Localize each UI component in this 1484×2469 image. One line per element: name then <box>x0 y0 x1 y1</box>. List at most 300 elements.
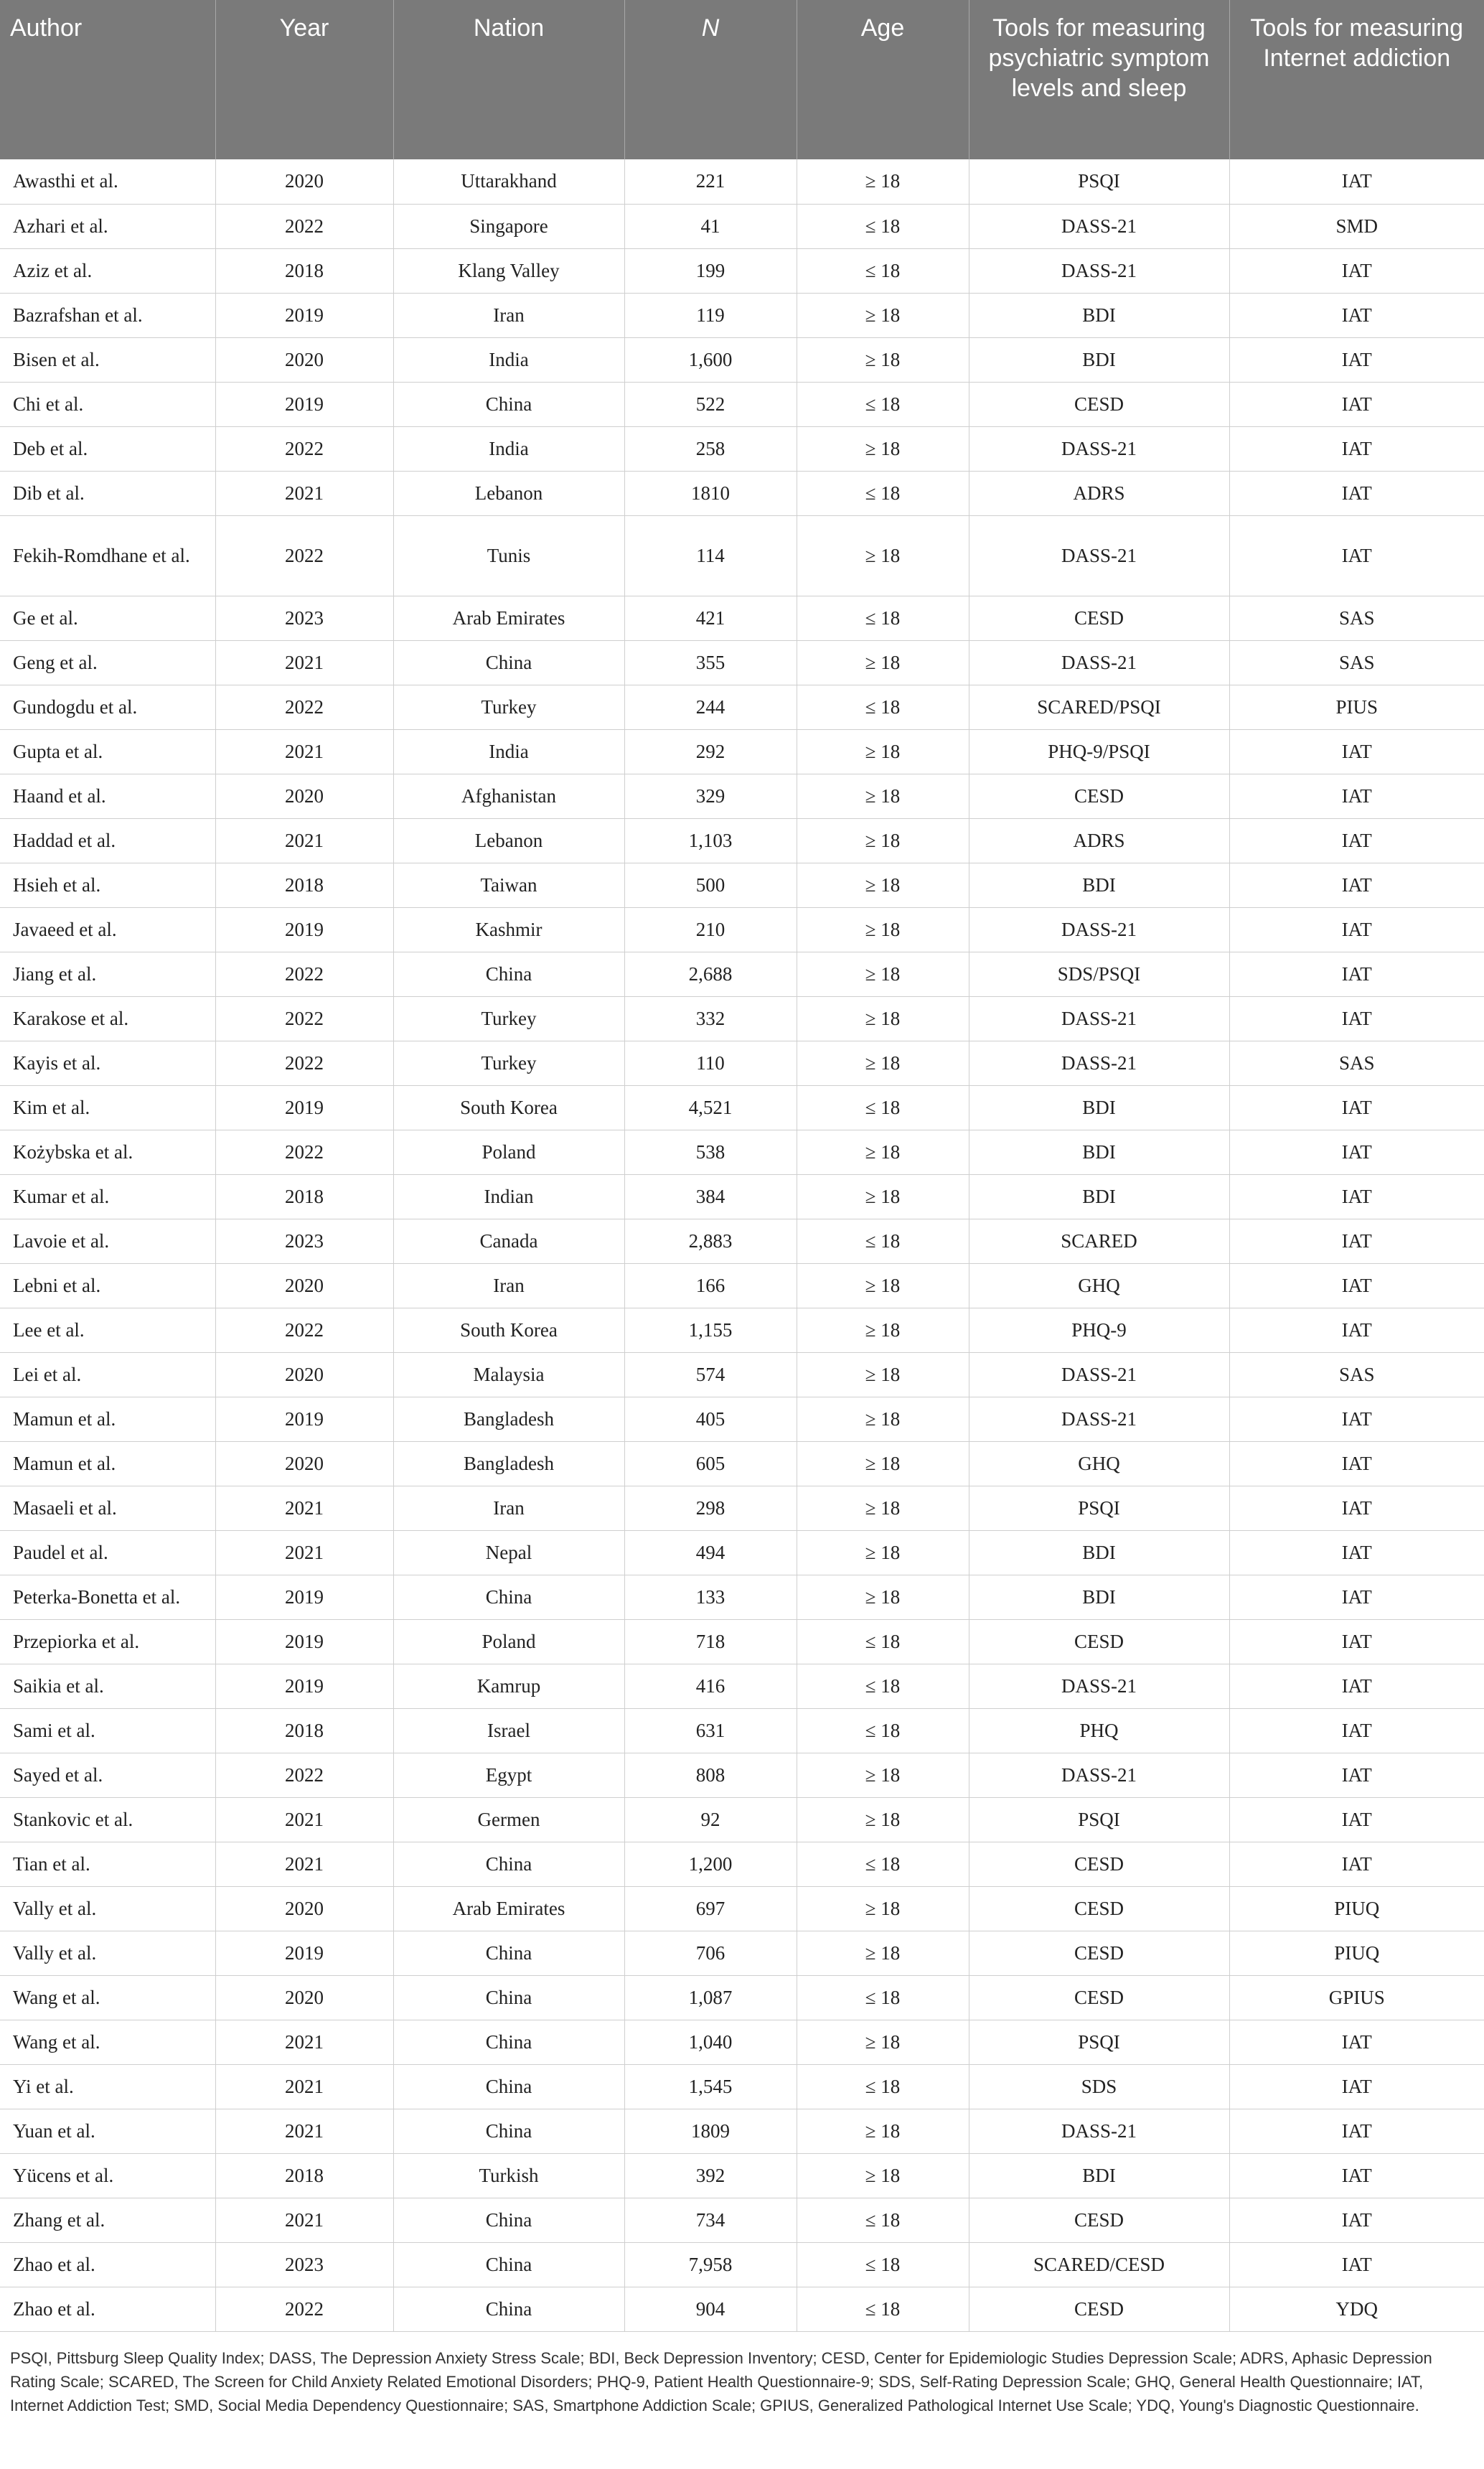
table-row <box>0 1975 1484 2020</box>
cell-psychiatric-tool: BDI <box>969 1085 1229 1130</box>
cell-n: 7,958 <box>624 2242 797 2287</box>
cell-nation: Uttarakhand <box>393 159 624 204</box>
cell-author: Vally et al. <box>0 1931 215 1975</box>
cell-nation: Turkish <box>393 2153 624 2198</box>
cell-nation: China <box>393 2064 624 2109</box>
cell-nation: Afghanistan <box>393 774 624 818</box>
cell-age: ≤ 18 <box>797 1219 969 1263</box>
table-row <box>0 1753 1484 1797</box>
cell-internet-addiction-tool: IAT <box>1229 729 1484 774</box>
cell-nation: Malaysia <box>393 1352 624 1397</box>
cell-year: 2023 <box>215 2242 393 2287</box>
table-row <box>0 1397 1484 1441</box>
cell-internet-addiction-tool: PIUQ <box>1229 1886 1484 1931</box>
cell-nation: Taiwan <box>393 863 624 907</box>
cell-age: ≤ 18 <box>797 1708 969 1753</box>
cell-age: ≥ 18 <box>797 293 969 337</box>
cell-psychiatric-tool: BDI <box>969 1575 1229 1619</box>
cell-internet-addiction-tool: IAT <box>1229 2109 1484 2153</box>
cell-age: ≥ 18 <box>797 2153 969 2198</box>
cell-internet-addiction-tool: YDQ <box>1229 2287 1484 2331</box>
cell-nation: Bangladesh <box>393 1397 624 1441</box>
cell-n: 292 <box>624 729 797 774</box>
cell-year: 2020 <box>215 159 393 204</box>
cell-author: Peterka-Bonetta et al. <box>0 1575 215 1619</box>
cell-psychiatric-tool: SDS <box>969 2064 1229 2109</box>
cell-nation: Turkey <box>393 685 624 729</box>
cell-year: 2020 <box>215 337 393 382</box>
cell-nation: Egypt <box>393 1753 624 1797</box>
cell-internet-addiction-tool: IAT <box>1229 1575 1484 1619</box>
cell-psychiatric-tool: DASS-21 <box>969 1664 1229 1708</box>
cell-n: 494 <box>624 1530 797 1575</box>
cell-nation: Indian <box>393 1174 624 1219</box>
cell-n: 221 <box>624 159 797 204</box>
table-row <box>0 640 1484 685</box>
cell-year: 2018 <box>215 248 393 293</box>
cell-age: ≥ 18 <box>797 1486 969 1530</box>
cell-n: 706 <box>624 1931 797 1975</box>
cell-nation: China <box>393 952 624 996</box>
cell-author: Kożybska et al. <box>0 1130 215 1174</box>
cell-internet-addiction-tool: IAT <box>1229 2153 1484 2198</box>
cell-n: 904 <box>624 2287 797 2331</box>
cell-psychiatric-tool: PSQI <box>969 1797 1229 1842</box>
cell-n: 41 <box>624 204 797 248</box>
cell-author: Lei et al. <box>0 1352 215 1397</box>
cell-year: 2019 <box>215 1619 393 1664</box>
table-row <box>0 1308 1484 1352</box>
cell-n: 808 <box>624 1753 797 1797</box>
cell-year: 2019 <box>215 1397 393 1441</box>
cell-n: 110 <box>624 1041 797 1085</box>
cell-psychiatric-tool: PHQ <box>969 1708 1229 1753</box>
cell-nation: India <box>393 426 624 471</box>
cell-internet-addiction-tool: IAT <box>1229 471 1484 515</box>
cell-year: 2021 <box>215 1486 393 1530</box>
cell-age: ≤ 18 <box>797 248 969 293</box>
cell-nation: China <box>393 1931 624 1975</box>
cell-nation: South Korea <box>393 1308 624 1352</box>
cell-psychiatric-tool: BDI <box>969 337 1229 382</box>
cell-nation: Israel <box>393 1708 624 1753</box>
table-body <box>0 159 1484 2331</box>
cell-year: 2023 <box>215 1219 393 1263</box>
cell-author: Haand et al. <box>0 774 215 818</box>
table-header <box>0 0 1484 159</box>
cell-n: 718 <box>624 1619 797 1664</box>
cell-psychiatric-tool: DASS-21 <box>969 1352 1229 1397</box>
cell-age: ≥ 18 <box>797 952 969 996</box>
cell-nation: Poland <box>393 1130 624 1174</box>
cell-nation: Arab Emirates <box>393 1886 624 1931</box>
cell-internet-addiction-tool: IAT <box>1229 1130 1484 1174</box>
table-row <box>0 863 1484 907</box>
cell-author: Bisen et al. <box>0 337 215 382</box>
cell-year: 2019 <box>215 907 393 952</box>
cell-age: ≤ 18 <box>797 204 969 248</box>
cell-age: ≤ 18 <box>797 596 969 640</box>
cell-psychiatric-tool: SCARED <box>969 1219 1229 1263</box>
cell-year: 2021 <box>215 729 393 774</box>
cell-author: Lavoie et al. <box>0 1219 215 1263</box>
cell-internet-addiction-tool: IAT <box>1229 1530 1484 1575</box>
table-row <box>0 1486 1484 1530</box>
cell-internet-addiction-tool: IAT <box>1229 159 1484 204</box>
cell-nation: China <box>393 1575 624 1619</box>
table-row <box>0 293 1484 337</box>
cell-psychiatric-tool: DASS-21 <box>969 515 1229 596</box>
cell-n: 329 <box>624 774 797 818</box>
cell-year: 2020 <box>215 1886 393 1931</box>
cell-age: ≥ 18 <box>797 2109 969 2153</box>
cell-age: ≤ 18 <box>797 1664 969 1708</box>
table-row <box>0 1441 1484 1486</box>
cell-internet-addiction-tool: IAT <box>1229 1174 1484 1219</box>
cell-author: Dib et al. <box>0 471 215 515</box>
cell-age: ≥ 18 <box>797 1041 969 1085</box>
cell-author: Gundogdu et al. <box>0 685 215 729</box>
cell-n: 522 <box>624 382 797 426</box>
cell-psychiatric-tool: DASS-21 <box>969 1397 1229 1441</box>
cell-author: Haddad et al. <box>0 818 215 863</box>
cell-year: 2022 <box>215 204 393 248</box>
cell-psychiatric-tool: BDI <box>969 2153 1229 2198</box>
cell-age: ≤ 18 <box>797 2198 969 2242</box>
table-row <box>0 1041 1484 1085</box>
cell-age: ≥ 18 <box>797 640 969 685</box>
cell-author: Kumar et al. <box>0 1174 215 1219</box>
cell-author: Deb et al. <box>0 426 215 471</box>
table-row <box>0 685 1484 729</box>
cell-n: 4,521 <box>624 1085 797 1130</box>
cell-internet-addiction-tool: IAT <box>1229 1664 1484 1708</box>
cell-internet-addiction-tool: IAT <box>1229 2198 1484 2242</box>
cell-nation: Iran <box>393 1486 624 1530</box>
table-row <box>0 2242 1484 2287</box>
header-age: Age <box>797 0 969 159</box>
cell-internet-addiction-tool: SAS <box>1229 596 1484 640</box>
cell-year: 2018 <box>215 1174 393 1219</box>
cell-internet-addiction-tool: IAT <box>1229 952 1484 996</box>
cell-internet-addiction-tool: IAT <box>1229 293 1484 337</box>
cell-year: 2018 <box>215 1708 393 1753</box>
cell-age: ≥ 18 <box>797 774 969 818</box>
table-row <box>0 2287 1484 2331</box>
cell-n: 244 <box>624 685 797 729</box>
table-row <box>0 907 1484 952</box>
cell-psychiatric-tool: DASS-21 <box>969 1041 1229 1085</box>
cell-age: ≤ 18 <box>797 2242 969 2287</box>
cell-author: Fekih-Romdhane et al. <box>0 515 215 596</box>
cell-nation: Poland <box>393 1619 624 1664</box>
cell-n: 538 <box>624 1130 797 1174</box>
cell-year: 2022 <box>215 426 393 471</box>
cell-n: 2,688 <box>624 952 797 996</box>
cell-year: 2021 <box>215 1530 393 1575</box>
cell-n: 2,883 <box>624 1219 797 1263</box>
table-row <box>0 2020 1484 2064</box>
cell-nation: Kashmir <box>393 907 624 952</box>
cell-n: 405 <box>624 1397 797 1441</box>
cell-internet-addiction-tool: IAT <box>1229 996 1484 1041</box>
cell-internet-addiction-tool: IAT <box>1229 1308 1484 1352</box>
table-row <box>0 515 1484 596</box>
cell-nation: Arab Emirates <box>393 596 624 640</box>
cell-year: 2021 <box>215 2020 393 2064</box>
header-n: N <box>624 0 797 159</box>
cell-age: ≥ 18 <box>797 907 969 952</box>
cell-internet-addiction-tool: IAT <box>1229 1708 1484 1753</box>
table-row <box>0 1219 1484 1263</box>
cell-author: Aziz et al. <box>0 248 215 293</box>
cell-psychiatric-tool: DASS-21 <box>969 204 1229 248</box>
cell-n: 166 <box>624 1263 797 1308</box>
cell-psychiatric-tool: SCARED/CESD <box>969 2242 1229 2287</box>
cell-psychiatric-tool: CESD <box>969 1842 1229 1886</box>
cell-n: 332 <box>624 996 797 1041</box>
cell-author: Zhao et al. <box>0 2242 215 2287</box>
cell-age: ≥ 18 <box>797 1753 969 1797</box>
cell-age: ≥ 18 <box>797 818 969 863</box>
table-row <box>0 952 1484 996</box>
cell-n: 1,200 <box>624 1842 797 1886</box>
cell-psychiatric-tool: PSQI <box>969 2020 1229 2064</box>
cell-n: 258 <box>624 426 797 471</box>
cell-psychiatric-tool: CESD <box>969 2287 1229 2331</box>
cell-n: 392 <box>624 2153 797 2198</box>
cell-n: 1810 <box>624 471 797 515</box>
cell-author: Sami et al. <box>0 1708 215 1753</box>
cell-author: Awasthi et al. <box>0 159 215 204</box>
cell-n: 1,040 <box>624 2020 797 2064</box>
cell-age: ≥ 18 <box>797 729 969 774</box>
cell-year: 2022 <box>215 685 393 729</box>
cell-nation: China <box>393 640 624 685</box>
cell-psychiatric-tool: ADRS <box>969 818 1229 863</box>
cell-age: ≤ 18 <box>797 1975 969 2020</box>
cell-n: 697 <box>624 1886 797 1931</box>
cell-psychiatric-tool: GHQ <box>969 1441 1229 1486</box>
cell-author: Wang et al. <box>0 1975 215 2020</box>
cell-internet-addiction-tool: IAT <box>1229 818 1484 863</box>
cell-nation: China <box>393 1842 624 1886</box>
cell-year: 2021 <box>215 818 393 863</box>
cell-psychiatric-tool: DASS-21 <box>969 640 1229 685</box>
cell-year: 2023 <box>215 596 393 640</box>
cell-author: Stankovic et al. <box>0 1797 215 1842</box>
table-row <box>0 1085 1484 1130</box>
cell-psychiatric-tool: DASS-21 <box>969 426 1229 471</box>
cell-age: ≥ 18 <box>797 863 969 907</box>
cell-n: 416 <box>624 1664 797 1708</box>
cell-age: ≥ 18 <box>797 1575 969 1619</box>
cell-year: 2022 <box>215 996 393 1041</box>
cell-nation: Nepal <box>393 1530 624 1575</box>
cell-psychiatric-tool: DASS-21 <box>969 907 1229 952</box>
cell-n: 1,545 <box>624 2064 797 2109</box>
cell-age: ≥ 18 <box>797 1308 969 1352</box>
cell-n: 119 <box>624 293 797 337</box>
cell-year: 2021 <box>215 2198 393 2242</box>
cell-author: Przepiorka et al. <box>0 1619 215 1664</box>
cell-age: ≥ 18 <box>797 1886 969 1931</box>
table-row <box>0 1263 1484 1308</box>
cell-author: Zhao et al. <box>0 2287 215 2331</box>
cell-age: ≤ 18 <box>797 471 969 515</box>
cell-n: 298 <box>624 1486 797 1530</box>
cell-internet-addiction-tool: SAS <box>1229 640 1484 685</box>
cell-internet-addiction-tool: IAT <box>1229 1441 1484 1486</box>
cell-year: 2022 <box>215 952 393 996</box>
cell-psychiatric-tool: BDI <box>969 293 1229 337</box>
cell-nation: Turkey <box>393 996 624 1041</box>
cell-author: Bazrafshan et al. <box>0 293 215 337</box>
cell-n: 1,103 <box>624 818 797 863</box>
cell-age: ≥ 18 <box>797 1530 969 1575</box>
header-psychiatric-tools: Tools for measuring psychiatric symptom levels and sleep <box>969 0 1229 159</box>
cell-psychiatric-tool: CESD <box>969 382 1229 426</box>
cell-n: 500 <box>624 863 797 907</box>
cell-internet-addiction-tool: IAT <box>1229 2020 1484 2064</box>
cell-year: 2020 <box>215 774 393 818</box>
cell-n: 210 <box>624 907 797 952</box>
cell-internet-addiction-tool: IAT <box>1229 382 1484 426</box>
cell-psychiatric-tool: PHQ-9 <box>969 1308 1229 1352</box>
cell-nation: Lebanon <box>393 818 624 863</box>
cell-nation: Tunis <box>393 515 624 596</box>
cell-internet-addiction-tool: IAT <box>1229 1085 1484 1130</box>
cell-year: 2020 <box>215 1352 393 1397</box>
table-row <box>0 2198 1484 2242</box>
cell-year: 2022 <box>215 1130 393 1174</box>
cell-age: ≥ 18 <box>797 1397 969 1441</box>
table-row <box>0 818 1484 863</box>
cell-internet-addiction-tool: IAT <box>1229 774 1484 818</box>
cell-author: Lee et al. <box>0 1308 215 1352</box>
table-row <box>0 382 1484 426</box>
cell-year: 2019 <box>215 293 393 337</box>
cell-age: ≥ 18 <box>797 2020 969 2064</box>
cell-age: ≥ 18 <box>797 1174 969 1219</box>
cell-nation: South Korea <box>393 1085 624 1130</box>
cell-age: ≤ 18 <box>797 685 969 729</box>
cell-age: ≤ 18 <box>797 1085 969 1130</box>
cell-age: ≥ 18 <box>797 1931 969 1975</box>
cell-age: ≥ 18 <box>797 337 969 382</box>
cell-author: Vally et al. <box>0 1886 215 1931</box>
cell-n: 92 <box>624 1797 797 1842</box>
cell-n: 421 <box>624 596 797 640</box>
cell-year: 2020 <box>215 1441 393 1486</box>
table-row <box>0 337 1484 382</box>
cell-author: Mamun et al. <box>0 1397 215 1441</box>
cell-year: 2019 <box>215 1575 393 1619</box>
cell-year: 2019 <box>215 1664 393 1708</box>
cell-nation: China <box>393 2242 624 2287</box>
cell-author: Yi et al. <box>0 2064 215 2109</box>
cell-author: Tian et al. <box>0 1842 215 1886</box>
cell-n: 384 <box>624 1174 797 1219</box>
table-row <box>0 2064 1484 2109</box>
cell-psychiatric-tool: CESD <box>969 1931 1229 1975</box>
cell-age: ≥ 18 <box>797 159 969 204</box>
table-row <box>0 1708 1484 1753</box>
cell-internet-addiction-tool: IAT <box>1229 1753 1484 1797</box>
cell-author: Chi et al. <box>0 382 215 426</box>
cell-year: 2018 <box>215 2153 393 2198</box>
table-row <box>0 1619 1484 1664</box>
cell-year: 2021 <box>215 1797 393 1842</box>
cell-year: 2019 <box>215 1931 393 1975</box>
cell-internet-addiction-tool: IAT <box>1229 2064 1484 2109</box>
cell-psychiatric-tool: CESD <box>969 596 1229 640</box>
header-nation: Nation <box>393 0 624 159</box>
cell-age: ≤ 18 <box>797 2064 969 2109</box>
cell-nation: Bangladesh <box>393 1441 624 1486</box>
cell-age: ≥ 18 <box>797 1441 969 1486</box>
cell-psychiatric-tool: CESD <box>969 2198 1229 2242</box>
cell-author: Saikia et al. <box>0 1664 215 1708</box>
table-row <box>0 1886 1484 1931</box>
cell-n: 1,087 <box>624 1975 797 2020</box>
cell-author: Ge et al. <box>0 596 215 640</box>
cell-nation: Kamrup <box>393 1664 624 1708</box>
cell-author: Hsieh et al. <box>0 863 215 907</box>
cell-author: Paudel et al. <box>0 1530 215 1575</box>
table-row <box>0 1174 1484 1219</box>
cell-internet-addiction-tool: IAT <box>1229 426 1484 471</box>
cell-psychiatric-tool: BDI <box>969 1130 1229 1174</box>
cell-internet-addiction-tool: PIUQ <box>1229 1931 1484 1975</box>
cell-age: ≤ 18 <box>797 382 969 426</box>
table-row <box>0 1575 1484 1619</box>
cell-internet-addiction-tool: SAS <box>1229 1041 1484 1085</box>
cell-internet-addiction-tool: GPIUS <box>1229 1975 1484 2020</box>
cell-age: ≥ 18 <box>797 515 969 596</box>
cell-psychiatric-tool: DASS-21 <box>969 996 1229 1041</box>
cell-psychiatric-tool: DASS-21 <box>969 2109 1229 2153</box>
cell-year: 2021 <box>215 1842 393 1886</box>
table-row <box>0 248 1484 293</box>
cell-psychiatric-tool: CESD <box>969 1975 1229 2020</box>
cell-author: Kayis et al. <box>0 1041 215 1085</box>
cell-author: Mamun et al. <box>0 1441 215 1486</box>
cell-n: 631 <box>624 1708 797 1753</box>
cell-nation: Lebanon <box>393 471 624 515</box>
cell-nation: Turkey <box>393 1041 624 1085</box>
cell-n: 355 <box>624 640 797 685</box>
cell-nation: Germen <box>393 1797 624 1842</box>
cell-year: 2022 <box>215 515 393 596</box>
cell-psychiatric-tool: SDS/PSQI <box>969 952 1229 996</box>
cell-age: ≥ 18 <box>797 426 969 471</box>
cell-n: 114 <box>624 515 797 596</box>
cell-nation: China <box>393 2287 624 2331</box>
table-row <box>0 1664 1484 1708</box>
table-row <box>0 1797 1484 1842</box>
cell-author: Geng et al. <box>0 640 215 685</box>
cell-year: 2021 <box>215 2064 393 2109</box>
cell-author: Zhang et al. <box>0 2198 215 2242</box>
cell-psychiatric-tool: DASS-21 <box>969 1753 1229 1797</box>
cell-nation: Singapore <box>393 204 624 248</box>
cell-age: ≥ 18 <box>797 996 969 1041</box>
cell-internet-addiction-tool: IAT <box>1229 1797 1484 1842</box>
cell-age: ≤ 18 <box>797 2287 969 2331</box>
cell-nation: Iran <box>393 293 624 337</box>
cell-internet-addiction-tool: PIUS <box>1229 685 1484 729</box>
